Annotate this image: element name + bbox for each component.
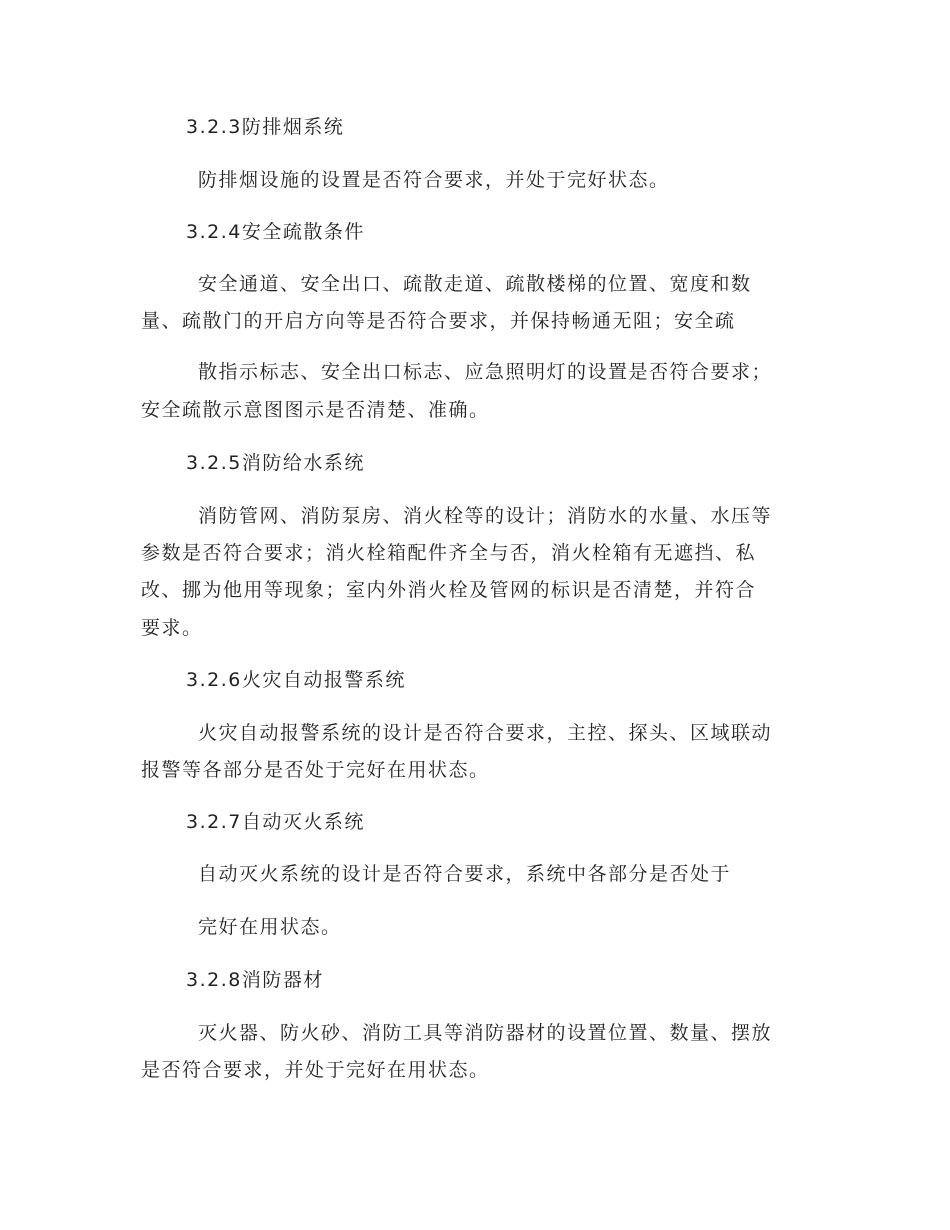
paragraph-line: 完好在用状态。 — [198, 916, 342, 938]
paragraph-line: 是否符合要求，并处于完好在用状态。 — [141, 1059, 490, 1081]
paragraph-line: 报警等各部分是否处于完好在用状态。 — [141, 759, 490, 781]
paragraph-line: 自动灭火系统的设计是否符合要求，系统中各部分是否处于 — [198, 863, 732, 885]
paragraph-line: 防排烟设施的设置是否符合要求，并处于完好状态。 — [198, 169, 670, 191]
paragraph-line: 参数是否符合要求；消火栓箱配件齐全与否，消火栓箱有无遮挡、私 — [141, 542, 757, 564]
section-heading-3-2-6: 3.2.6火灾自动报警系统 — [186, 669, 406, 691]
paragraph-line: 安全疏散示意图图示是否清楚、准确。 — [141, 399, 490, 421]
paragraph-line: 消防管网、消防泵房、消火栓等的设计；消防水的水量、水压等 — [198, 505, 773, 527]
paragraph-line: 量、疏散门的开启方向等是否符合要求，并保持畅通无阻；安全疏 — [141, 310, 736, 332]
section-heading-3-2-7: 3.2.7自动灭火系统 — [186, 811, 365, 833]
paragraph-line: 改、挪为他用等现象；室内外消火栓及管网的标识是否清楚，并符合 — [141, 579, 757, 601]
paragraph-line: 安全通道、安全出口、疏散走道、疏散楼梯的位置、宽度和数 — [198, 273, 752, 295]
paragraph-line: 要求。 — [141, 617, 203, 639]
paragraph-line: 火灾自动报警系统的设计是否符合要求，主控、探头、区域联动 — [198, 722, 773, 744]
section-heading-3-2-5: 3.2.5消防给水系统 — [186, 452, 365, 474]
section-heading-3-2-3: 3.2.3防排烟系统 — [186, 116, 345, 138]
paragraph-line: 散指示标志、安全出口标志、应急照明灯的设置是否符合要求； — [198, 361, 773, 383]
section-heading-3-2-4: 3.2.4安全疏散条件 — [186, 221, 365, 243]
section-heading-3-2-8: 3.2.8消防器材 — [186, 969, 324, 991]
paragraph-line: 灭火器、防火砂、消防工具等消防器材的设置位置、数量、摆放 — [198, 1022, 773, 1044]
